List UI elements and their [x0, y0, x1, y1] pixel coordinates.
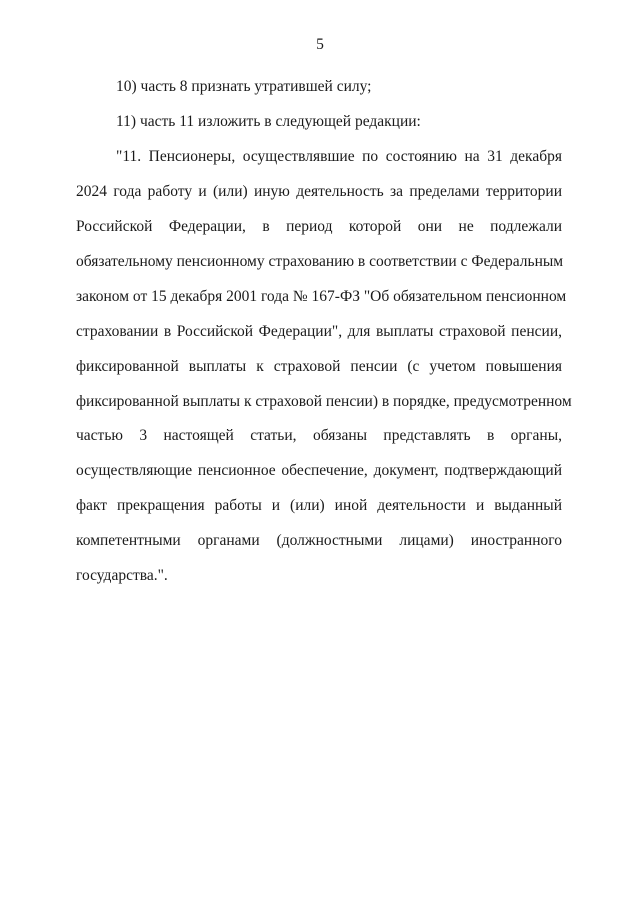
quote-line-12: компетентными органами (должностными лицами) иностранного: [76, 532, 562, 549]
item-11: 11) часть 11 изложить в следующей редакции:: [116, 113, 421, 130]
quote-line-6: страховании в Российской Федерации", для выплаты страховой пенсии,: [76, 323, 562, 340]
quote-line-4: обязательному пенсионному страхованию в соответствии с Федеральным: [76, 253, 564, 270]
quote-line-8: фиксированной выплаты к страховой пенсии) в порядке, предусмотренном: [76, 393, 572, 410]
quote-line-10: осуществляющие пенсионное обеспечение, документ, подтверждающий: [76, 462, 562, 479]
quote-line-9: частью 3 настоящей статьи, обязаны представлять в органы,: [76, 427, 562, 444]
quote-line-13: государства.".: [76, 567, 168, 584]
quote-line-5: законом от 15 декабря 2001 года № 167-ФЗ "Об обязательном пенсионном: [76, 288, 567, 305]
quote-line-7: фиксированной выплаты к страховой пенсии (с учетом повышения: [76, 358, 562, 375]
quote-line-11: факт прекращения работы и (или) иной деятельности и выданный: [76, 497, 562, 514]
page-number: 5: [316, 36, 324, 53]
quote-line-3: Российской Федерации, в период которой они не подлежали: [76, 218, 562, 235]
quote-line-1: "11. Пенсионеры, осуществлявшие по состоянию на 31 декабря: [116, 148, 562, 165]
quote-line-2: 2024 года работу и (или) иную деятельность за пределами территории: [76, 183, 562, 200]
item-10: 10) часть 8 признать утратившей силу;: [116, 78, 372, 95]
